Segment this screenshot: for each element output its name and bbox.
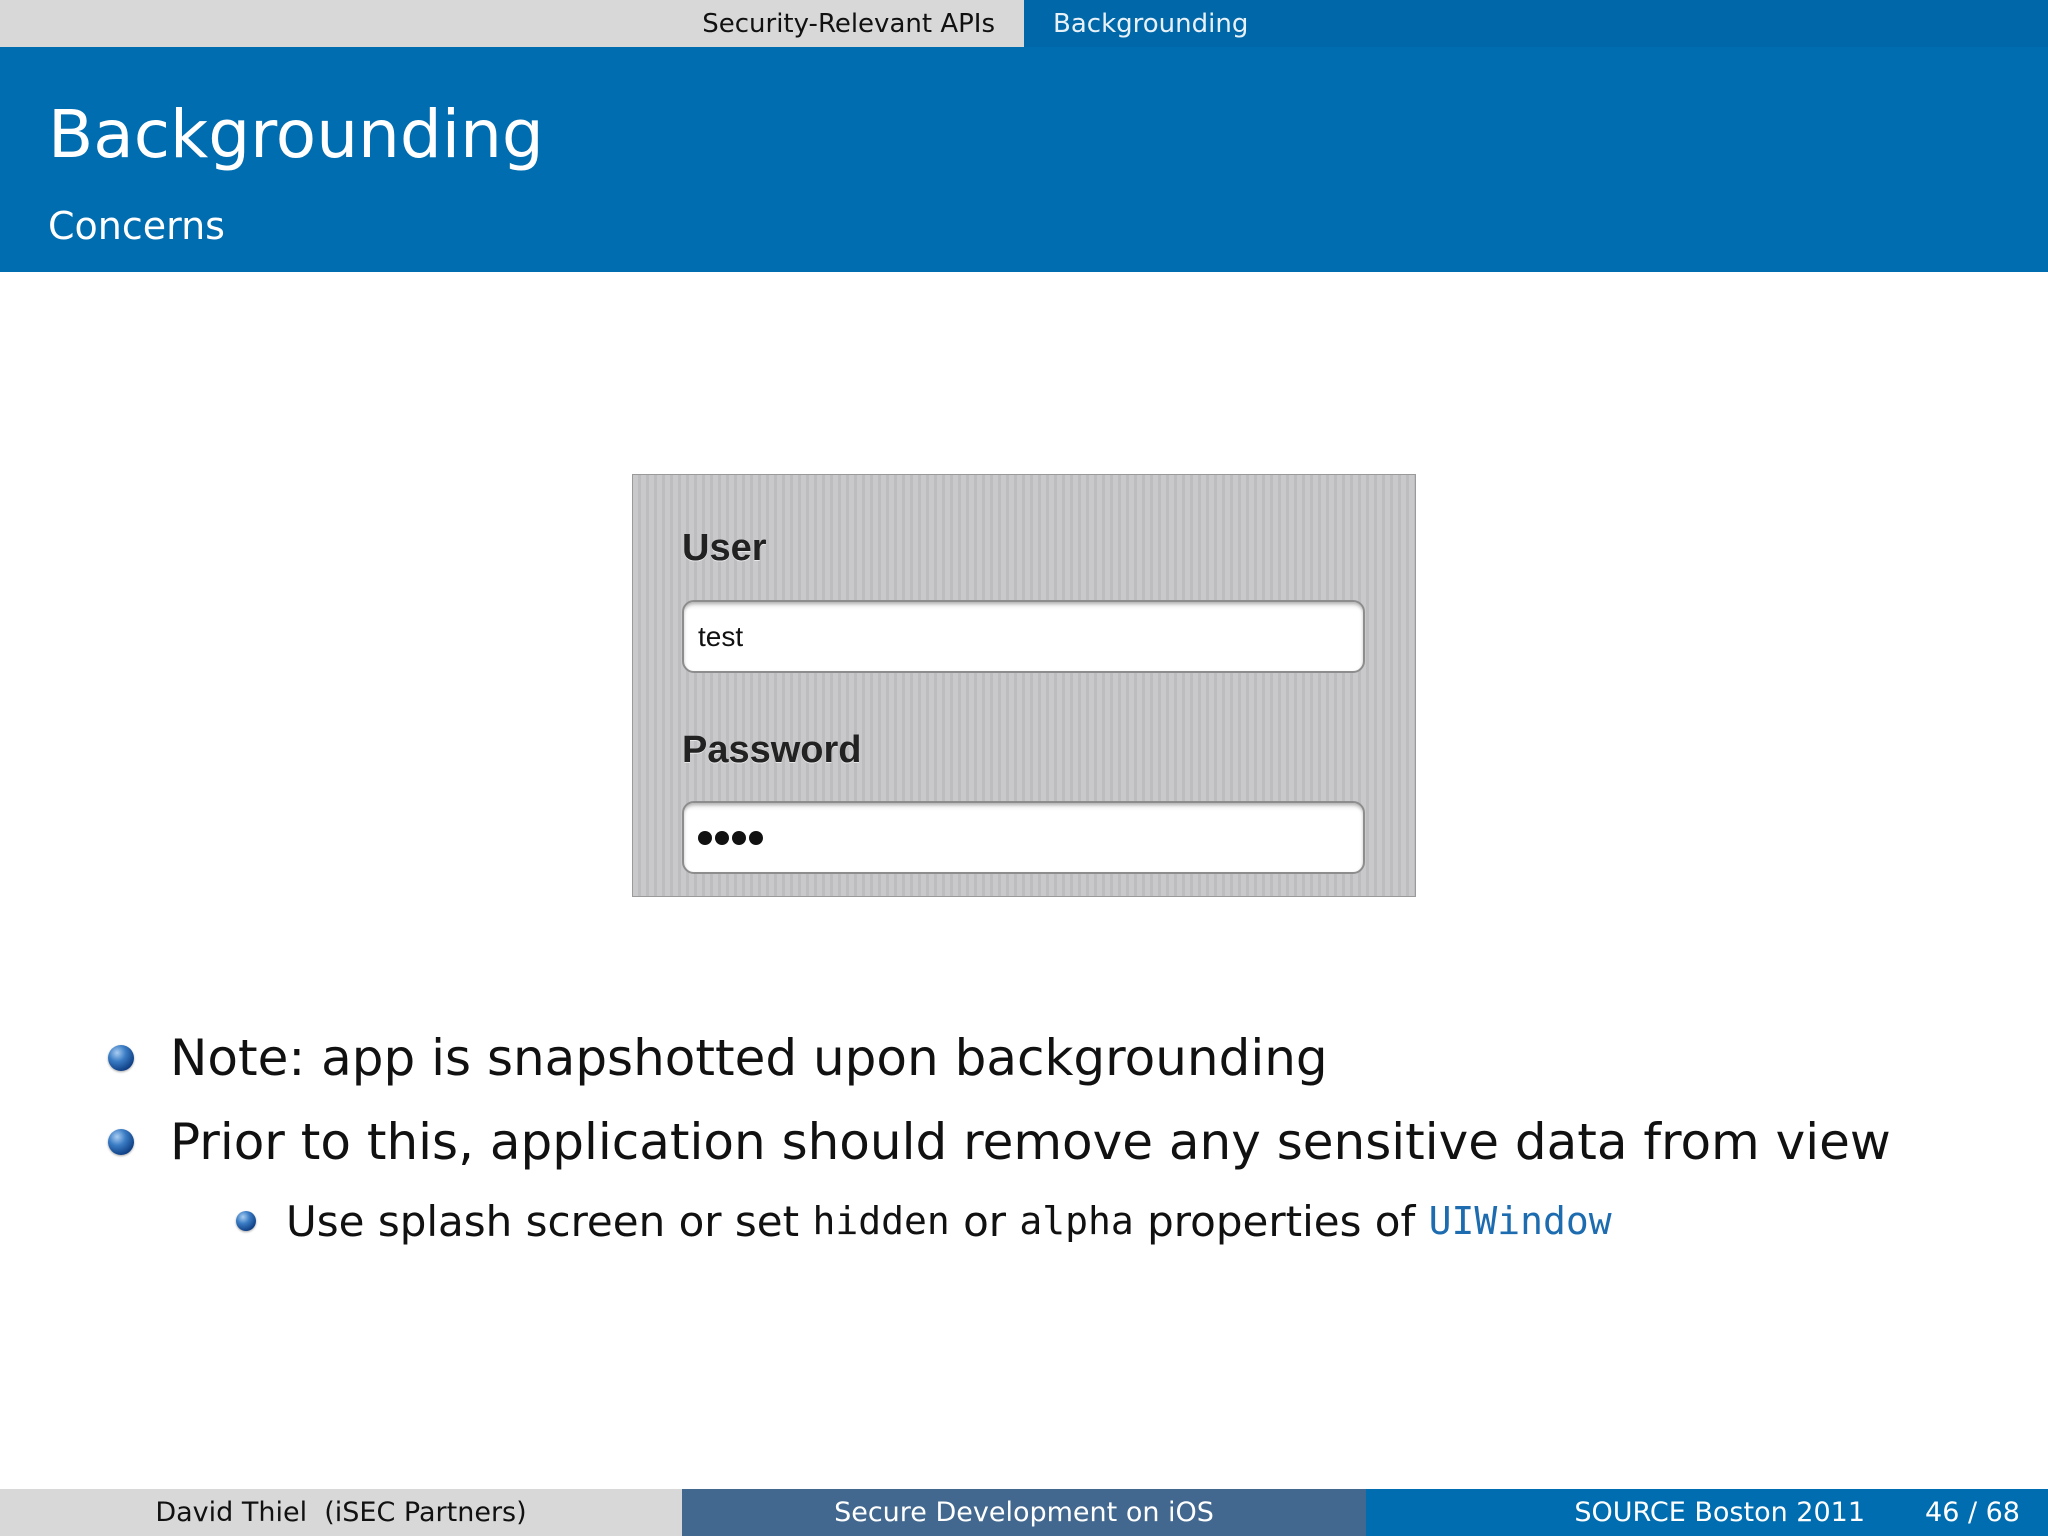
password-dot — [732, 831, 746, 845]
title-band — [0, 47, 2048, 272]
password-dot — [715, 831, 729, 845]
bullet-text: Note: app is snapshotted upon backgrounding — [170, 1029, 1328, 1087]
nav-section-security-apis[interactable]: Security-Relevant APIs — [702, 8, 995, 39]
footer-author: David Thiel (iSEC Partners) — [155, 1497, 527, 1528]
slide-subtitle: Concerns — [48, 204, 225, 248]
user-field — [682, 600, 1365, 673]
footer-talk-title: Secure Development on iOS — [834, 1497, 1214, 1528]
sub-bullet-ball-icon — [236, 1211, 256, 1231]
nav-left-segment — [0, 0, 1024, 47]
code-alpha: alpha — [1019, 1199, 1134, 1243]
sub-bullet-text: Use splash screen or set — [286, 1196, 813, 1246]
code-hidden: hidden — [812, 1199, 950, 1243]
password-field — [682, 801, 1365, 874]
footer-bar — [0, 1489, 2048, 1536]
bullet-item — [108, 1026, 1328, 1090]
bullet-text: Prior to this, application should remove any sensitive data from view — [170, 1113, 1891, 1171]
sub-bullet-text: properties of — [1133, 1196, 1429, 1246]
password-dot — [698, 831, 712, 845]
sub-bullet-item — [236, 1193, 1612, 1249]
nav-right-segment — [1024, 0, 2048, 47]
footer-event-segment — [1366, 1489, 2048, 1536]
password-dot — [749, 831, 763, 845]
sub-bullet-text: or — [949, 1196, 1020, 1246]
password-label: Password — [682, 729, 862, 771]
footer-event: SOURCE Boston 2011 — [1574, 1497, 1866, 1528]
bullet-ball-icon — [108, 1045, 134, 1071]
footer-page-number: 46 / 68 — [1925, 1497, 2020, 1528]
footer-author-segment — [0, 1489, 682, 1536]
password-mask — [698, 803, 763, 872]
user-field-value: test — [698, 621, 744, 652]
user-label: User — [682, 527, 767, 569]
nav-section-backgrounding[interactable]: Backgrounding — [1053, 8, 1249, 39]
footer-title-segment — [682, 1489, 1366, 1536]
section-navigation — [0, 0, 2048, 47]
code-uiwindow: UIWindow — [1428, 1199, 1612, 1243]
bullet-ball-icon — [108, 1129, 134, 1155]
bullet-item — [108, 1110, 1891, 1174]
login-screenshot — [632, 474, 1416, 897]
slide-title: Backgrounding — [48, 96, 544, 173]
